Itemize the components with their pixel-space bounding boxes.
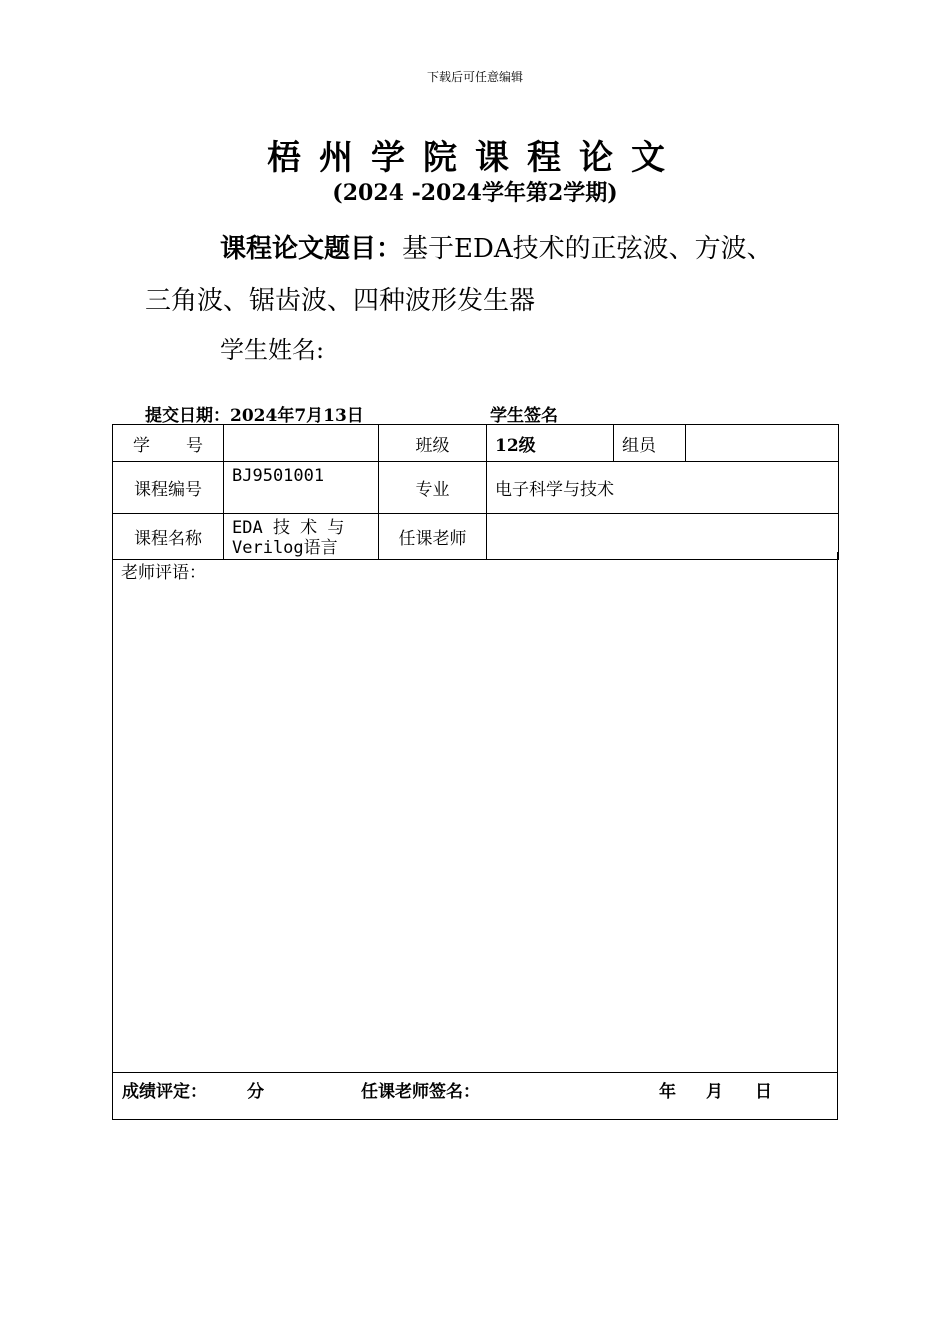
thesis-title-line2: 三角波、锯齿波、四种波形发生器 [145, 286, 536, 316]
course-code-value[interactable]: BJ9501001 [224, 462, 379, 514]
class-label: 班级 [379, 425, 487, 462]
grade-label: 成绩评定： [122, 1082, 207, 1102]
course-name-value[interactable]: EDA 技 术 与 Verilog语言 [224, 514, 379, 560]
major-value[interactable]: 电子科学与技术 [487, 462, 839, 514]
month-label: 月 [706, 1082, 723, 1102]
member-value[interactable] [686, 425, 839, 462]
teacher-comment-label: 老师评语： [121, 563, 206, 583]
year-label: 年 [659, 1082, 676, 1102]
submit-date: 提交日期：2024年7月13日 [145, 406, 364, 426]
teacher-label: 任课老师 [379, 514, 487, 560]
header-note: 下载后可任意编辑 [426, 70, 523, 84]
major-label: 专业 [379, 462, 487, 514]
teacher-sign-label: 任课老师签名： [361, 1082, 480, 1102]
student-id-value[interactable] [224, 425, 379, 462]
course-code-label: 课程编号 [113, 462, 224, 514]
student-sign-label: 学生签名 [490, 406, 558, 426]
grade-row [112, 1072, 838, 1120]
class-value[interactable]: 12级 [487, 425, 614, 462]
document-title: 梧州学院课程论文 [267, 138, 683, 178]
thesis-title-text: 基于EDA技术的正弦波、方波、 [402, 234, 773, 264]
course-name-label: 课程名称 [113, 514, 224, 560]
document-subtitle: (2024 -2024学年第2学期) [332, 180, 618, 206]
day-label: 日 [755, 1082, 772, 1102]
course-info-table [112, 424, 839, 560]
member-label: 组员 [614, 425, 686, 462]
student-id-label: 学 号 [113, 425, 224, 462]
table-row [113, 425, 839, 462]
thesis-title-label: 课程论文题目： [220, 234, 403, 264]
teacher-comment-box[interactable] [112, 552, 838, 1073]
table-row [113, 462, 839, 514]
points-unit: 分 [247, 1082, 264, 1102]
student-name-label: 学生姓名: [220, 336, 325, 364]
thesis-title-line1 [220, 228, 773, 265]
